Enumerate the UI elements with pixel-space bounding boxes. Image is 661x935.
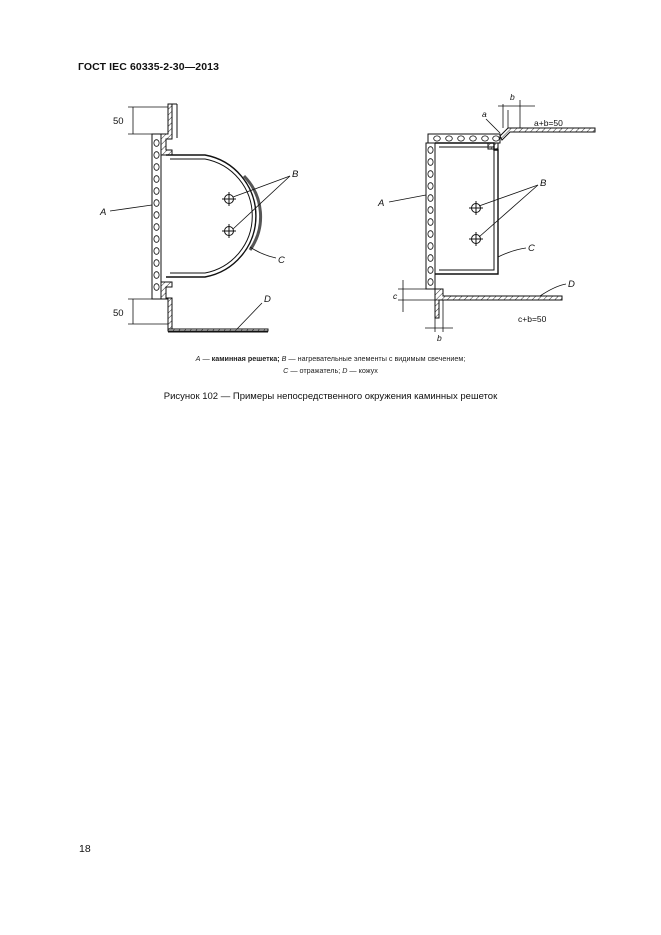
right-heating-elements: [469, 201, 483, 246]
right-diagram: [389, 100, 595, 332]
figure-102: [0, 0, 661, 360]
legend-b-text: нагревательные элементы с видимым свечением;: [297, 354, 466, 363]
left-label-a: A: [100, 207, 107, 218]
right-label-b: B: [540, 178, 547, 189]
legend-dash-4: —: [347, 366, 359, 375]
right-top-case: [500, 128, 595, 140]
legend-a-text: каминная решетка;: [211, 354, 280, 363]
figure-legend-line-2: [0, 366, 661, 375]
legend-dash-3: —: [288, 366, 300, 375]
legend-dash-2: —: [286, 354, 298, 363]
legend-d-text: кожух: [358, 366, 378, 375]
right-formula-top: a+b=50: [534, 118, 563, 128]
left-reflector-inner: [170, 159, 252, 273]
left-labels: [99, 116, 299, 319]
left-label-d: D: [264, 294, 271, 305]
right-dim-b-top: b: [510, 92, 515, 102]
left-bottom-bracket: [161, 282, 172, 329]
right-label-d: D: [568, 279, 575, 290]
right-label-a: A: [378, 198, 385, 209]
right-dim-a: a: [482, 109, 487, 119]
legend-c-text: отражатель;: [299, 366, 341, 375]
right-label-c: C: [528, 243, 535, 254]
figure-caption: Рисунок 102 — Примеры непосредственного окружения каминных решеток: [163, 391, 498, 402]
left-grille: [152, 134, 161, 299]
left-reflector-shell: [166, 155, 256, 277]
left-label-b: B: [292, 169, 299, 180]
left-top-bracket: [161, 104, 172, 155]
legend-dash-1: —: [200, 354, 212, 363]
legend-b-key: B: [281, 354, 287, 363]
legend-d-key: D: [342, 366, 348, 375]
legend-a-key: A: [195, 354, 201, 363]
left-dim-top: 50: [113, 116, 124, 127]
right-dim-b-bottom: b: [437, 333, 442, 343]
page-number: 18: [79, 843, 91, 855]
left-heating-elements: [222, 192, 236, 238]
figure-legend-line-1: [0, 354, 661, 363]
left-diagram: [110, 104, 290, 332]
left-dim-bottom: 50: [113, 308, 124, 319]
right-dim-c: c: [393, 291, 398, 301]
left-label-c: C: [278, 255, 285, 266]
right-reflector: [435, 143, 498, 274]
document-header: ГОСТ IEC 60335-2-30—2013: [78, 61, 220, 73]
right-formula-bottom: c+b=50: [518, 314, 547, 324]
legend-c-key: C: [283, 366, 289, 375]
